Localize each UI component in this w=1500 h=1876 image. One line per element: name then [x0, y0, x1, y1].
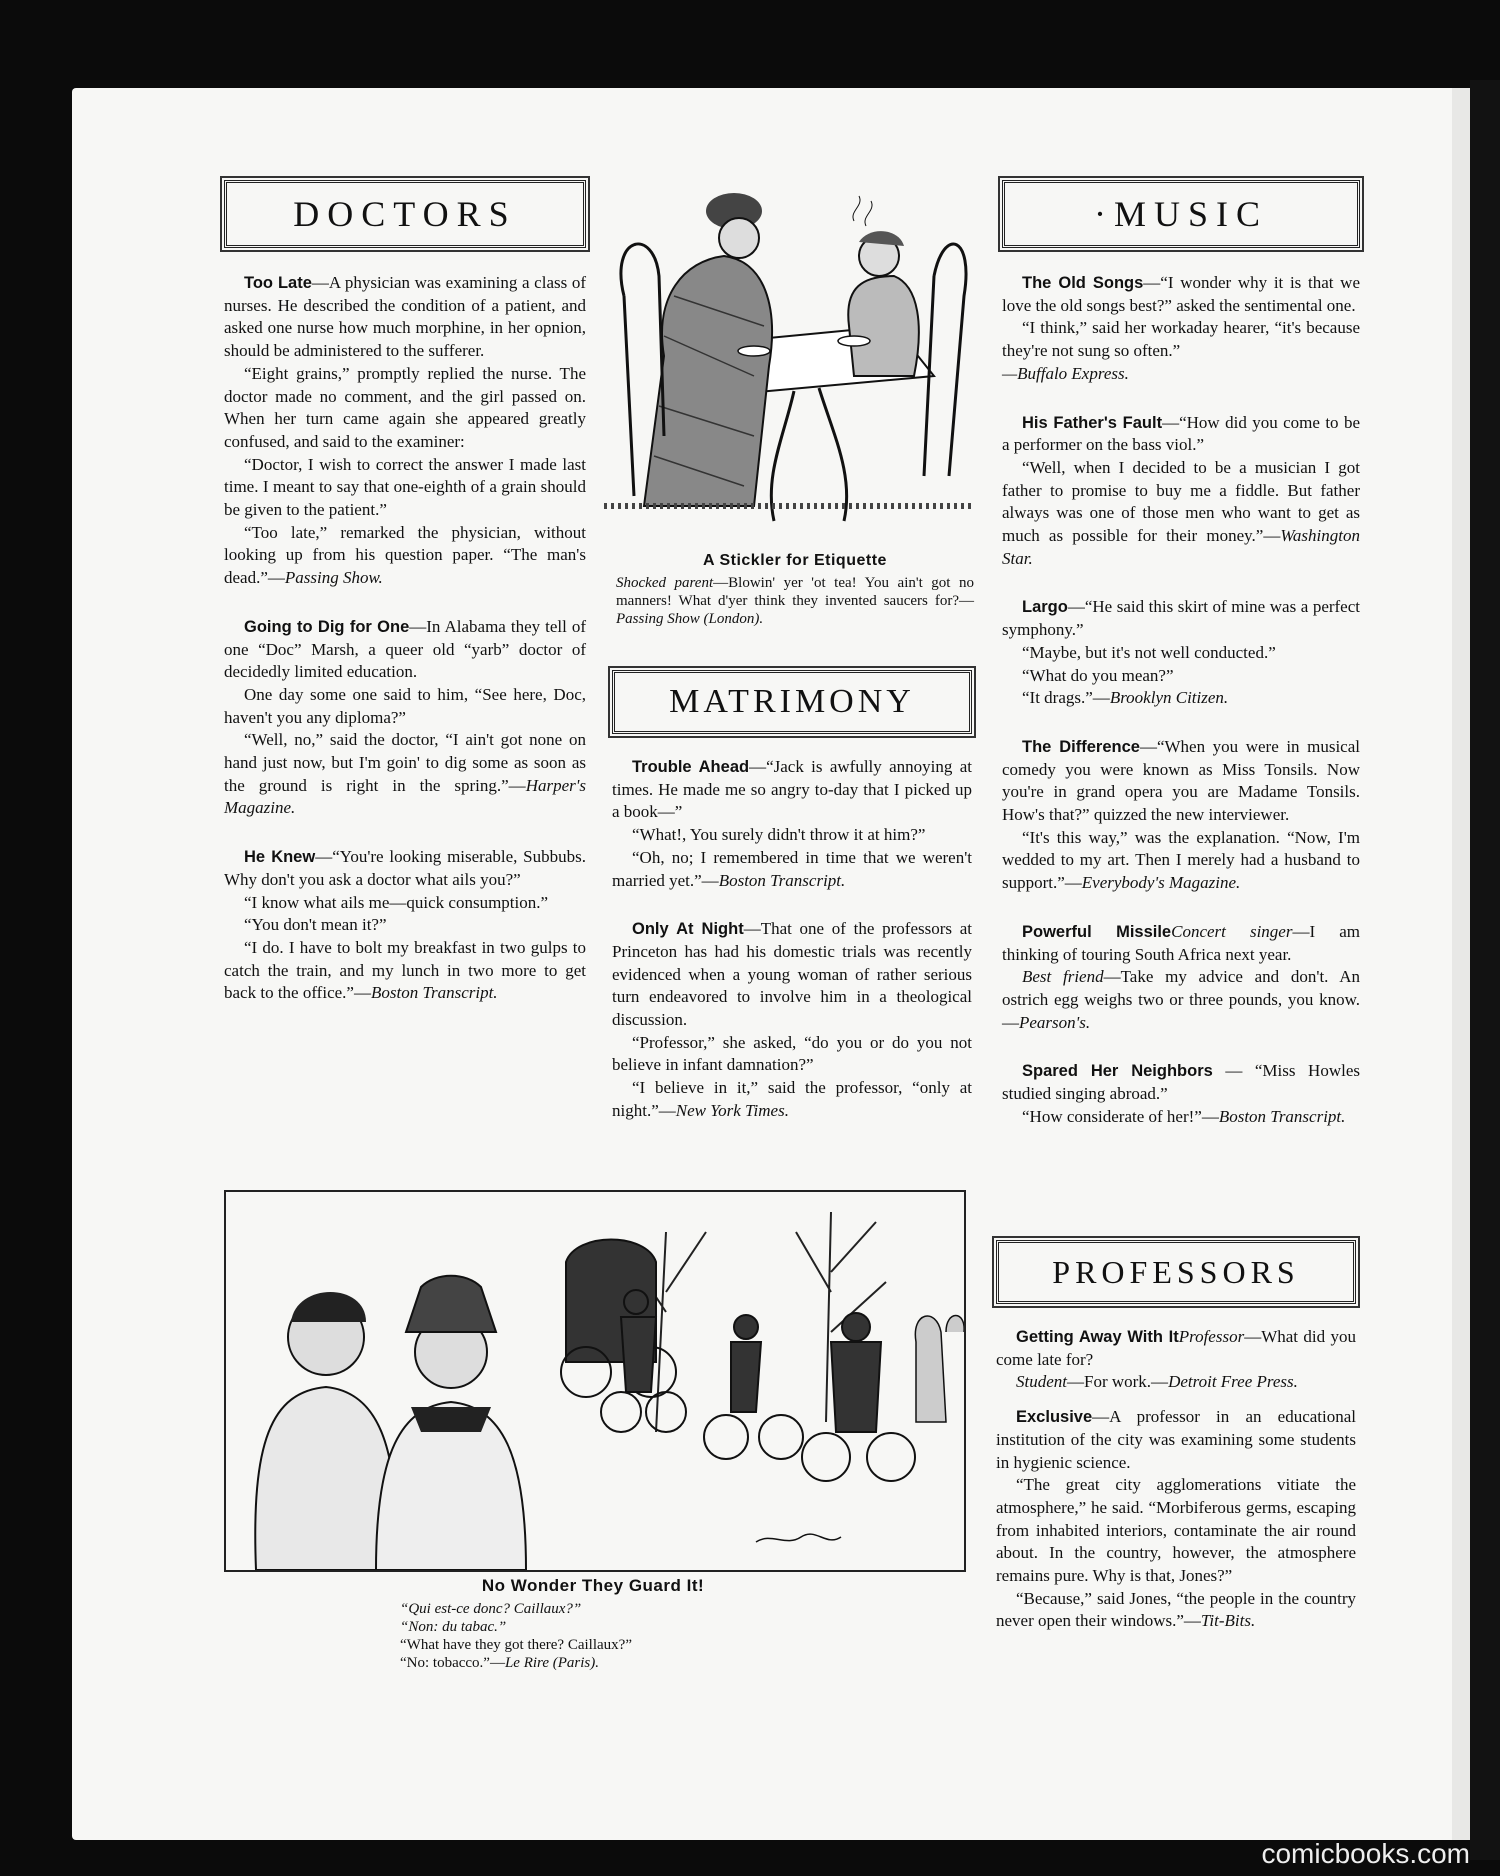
- music-column: [1002, 180, 1360, 1129]
- guard-illustration: [224, 1190, 966, 1572]
- paragraph: One day some one said to him, “See here, Doc, haven't you any diploma?”: [224, 684, 586, 727]
- paragraph: “What do you mean?”: [1022, 665, 1174, 685]
- article-too-late: Too Late—A physician was examining a class of nurses. He described the condition of a patient, and asked one nurse how much morphine, in her opnion, should be administered to the sufferer.: [224, 273, 586, 361]
- article-getting-away: Getting Away With ItProfessor—What did you come late for?: [996, 1327, 1356, 1369]
- stickler-caption: [616, 552, 974, 628]
- street-scene-drawing: [226, 1192, 964, 1570]
- article-old-songs: The Old Songs—“I wonder why it is that we love the old songs best?” asked the sentimental one.: [1002, 273, 1360, 315]
- source: Le Rire (Paris).: [504, 1655, 599, 1671]
- source: Brooklyn Citizen.: [1109, 688, 1229, 708]
- paragraph: Student—For work.—Detroit Free Press.: [1016, 1372, 1298, 1392]
- paragraph: “Well, no,” said the doctor, “I ain't got none on hand just now, but I'm goin' to dig some as soon as the ground is right in the spring.”—Harper's Magazine.: [224, 730, 586, 818]
- doctors-heading: DOCTORS: [224, 180, 586, 248]
- source: Washington Star.: [1002, 526, 1360, 568]
- source: Everybody's Magazine.: [1081, 873, 1241, 893]
- paragraph: “Professor,” she asked, “do you or do you not believe in infant damnation?”: [612, 1032, 972, 1075]
- source: New York Times.: [675, 1100, 789, 1120]
- paragraph: “Too late,” remarked the physician, without looking up from his question paper. “The man's dead.”—Passing Show.: [224, 522, 586, 588]
- cartoon-caption: “Qui est-ce donc? Caillaux?” “Non: du tabac.” “What have they got there? Caillaux?” “No: tobacco.”—Le Rire (Paris).: [400, 1601, 632, 1671]
- source: Harper's Magazine.: [224, 775, 586, 818]
- tea-table-drawing: [604, 176, 974, 546]
- article-exclusive: Exclusive—A professor in an educational institution of the city was examining some students in hygienic science.: [996, 1407, 1356, 1472]
- guard-caption: [224, 1576, 962, 1672]
- paragraph: “Maybe, but it's not well conducted.”: [1022, 642, 1276, 662]
- watermark: comicbooks.com: [1261, 1838, 1470, 1869]
- paragraph: “I know what ails me—quick consumption.”: [244, 892, 549, 912]
- paragraph: “I believe in it,” said the professor, “only at night.”—New York Times.: [612, 1078, 972, 1120]
- source: Boston Transcript.: [718, 870, 846, 890]
- paragraph: “I think,” said her workaday hearer, “it's because they're not sung so often.”: [1002, 318, 1360, 361]
- stickler-illustration: [604, 176, 974, 546]
- matrimony-heading: MATRIMONY: [612, 670, 972, 734]
- article-difference: The Difference—“When you were in musical comedy you were known as Miss Tonsils. Now you're in grand opera you are Madame Tonsils. How's that?” quizzed the new interviewer.: [1002, 736, 1360, 825]
- cartoon-caption: Shocked parent—Blowin' yer 'ot tea! You ain't got no manners! What d'yer think they invented saucers for?—Passing Show (London).: [616, 575, 974, 627]
- article-he-knew: He Knew—“You're looking miserable, Subbubs. Why don't you ask a doctor what ails you?”: [224, 847, 586, 889]
- source: Boston Transcript.: [1218, 1106, 1346, 1126]
- page-spine-shadow: [1470, 80, 1500, 1860]
- paragraph: “Eight grains,” promptly replied the nurse. The doctor made no comment, and the girl passed on. When her turn came again she appeared greatly confused, and said to the examiner:: [224, 363, 586, 451]
- paragraph: “Oh, no; I remembered in time that we weren't married yet.”—Boston Transcript.: [612, 847, 972, 890]
- professors-column: [996, 1240, 1356, 1633]
- paragraph: “You don't mean it?”: [244, 915, 387, 935]
- article-powerful-missile: Powerful MissileConcert singer—I am thinking of touring South Africa next year.: [1002, 921, 1360, 964]
- cartoon-title: No Wonder They Guard It!: [481, 1576, 705, 1595]
- paragraph: “The great city agglomerations vitiate the atmosphere,” he said. “Morbiferous germs, escaping from inhabited interiors, contaminate the air round about. In the country, however, the atmosphere remains pure. Why is that, Jones?”: [996, 1475, 1356, 1586]
- paragraph: “It's this way,” was the explanation. “Now, I'm wedded to my art. Then I merely had a husband to support.”—Everybody's Magazine.: [1002, 827, 1360, 893]
- source: Detroit Free Press.: [1168, 1372, 1298, 1392]
- article-spared-neighbors: Spared Her Neighbors — “Miss Howles studied singing abroad.”: [1002, 1061, 1360, 1104]
- paragraph: “How considerate of her!”—Boston Transcript.: [1022, 1106, 1346, 1126]
- cartoon-title: A Stickler for Etiquette: [703, 552, 887, 569]
- paragraph: Best friend—Take my advice and don't. An ostrich egg weighs two or three pounds, you know.—Pearson's.: [1002, 967, 1360, 1032]
- paragraph: “I do. I have to bolt my breakfast in two gulps to catch the train, and my lunch in two more to get back to the office.”—Boston Transcript.: [224, 937, 586, 1003]
- page-edge: [1452, 88, 1470, 1840]
- paragraph: “What!, You surely didn't throw it at him?”: [632, 825, 926, 845]
- source: Pearson's.: [1019, 1012, 1091, 1032]
- doctors-column: [224, 180, 586, 1005]
- paragraph: “Because,” said Jones, “the people in the country never open their windows.”—Tit-Bits.: [996, 1588, 1356, 1631]
- professors-heading: PROFESSORS: [996, 1240, 1356, 1304]
- paragraph: “Well, when I decided to be a musician I got father to promise to buy me a fiddle. But father always was one of those men who want to get as much as possible for their money.”—Washington Star.: [1002, 457, 1360, 568]
- source: Passing Show.: [284, 568, 383, 588]
- paragraph: “Doctor, I wish to correct the answer I made last time. I meant to say that one-eighth of a grain should be given to the patient.”: [224, 454, 586, 520]
- source: Boston Transcript.: [370, 983, 498, 1003]
- article-going-to-dig: Going to Dig for One—In Alabama they tell of one “Doc” Marsh, a queer old “yarb” doctor of decidedly limited education.: [224, 616, 586, 682]
- source: —Buffalo Express.: [1002, 363, 1129, 383]
- matrimony-column: [612, 670, 972, 1123]
- paragraph: “It drags.”—Brooklyn Citizen.: [1022, 688, 1229, 708]
- source: Tit-Bits.: [1200, 1611, 1256, 1631]
- article-trouble-ahead: Trouble Ahead—“Jack is awfully annoying at times. He made me so angry to-day that I picked up a book—”: [612, 757, 972, 822]
- music-heading: ·MUSIC: [1002, 180, 1360, 248]
- article-only-at-night: Only At Night—That one of the professors at Princeton has had his domestic trials was recently evidenced when a young woman of rather serious turn endeavored to involve him in a theological discussion.: [612, 919, 972, 1030]
- article-fathers-fault: His Father's Fault—“How did you come to be a performer on the bass viol.”: [1002, 412, 1360, 455]
- article-largo: Largo—“He said this skirt of mine was a perfect symphony.”: [1002, 597, 1360, 640]
